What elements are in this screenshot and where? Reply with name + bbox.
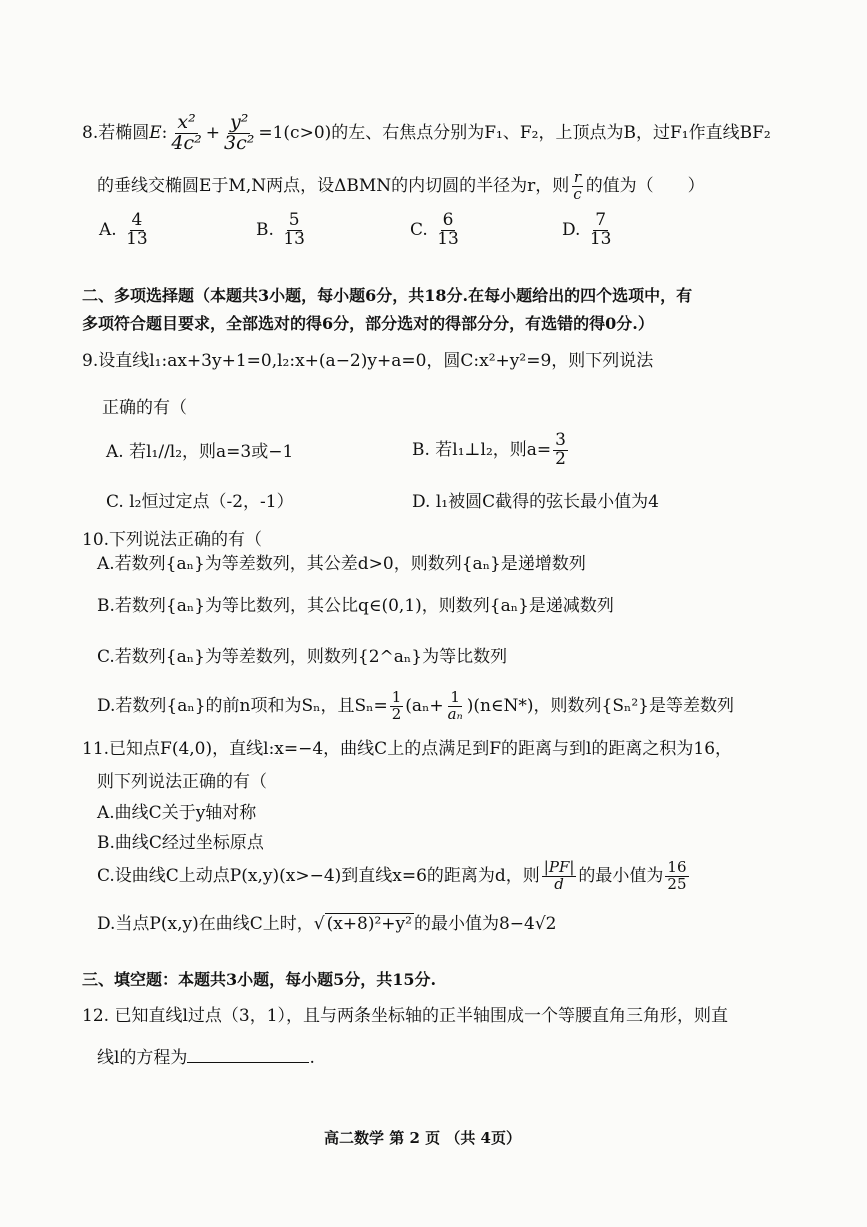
q10-option-d: D.若数列{aₙ}的前n项和为Sₙ，且Sₙ= $\frac{1}{2}$ (aₙ+ $\frac{1}{\text{aₙ}}$ )(n∈N*)，则数列{Sₙ²}是等差数列 (97, 688, 734, 723)
q12-stem: 12. 已知直线l过点（3，1），且与两条坐标轴的正半轴围成一个等腰直角三角形，则直 (82, 1006, 729, 1026)
sqrt-sign-icon: √ (313, 914, 325, 934)
q8-option-d-fraction: $\frac{7}{13}$ (589, 210, 612, 249)
q9-option-b: B. 若l₁⊥l₂，则a= $\frac{3}{2}$ (412, 430, 566, 469)
q9-option-d: D. l₁被圆C截得的弦长最小值为4 (412, 492, 659, 512)
q9-stem: 9.设直线l₁:ax+3y+1=0,l₂:x+(a−2)y+a=0，圆C:x²+y²=9，则下列说法 (82, 351, 654, 371)
q8-option-b-fraction: $\frac{5}{13}$ (283, 210, 305, 249)
q8-option-d: D. $\frac{7}{13}$ (562, 210, 612, 249)
q11-min-value-fraction: $\frac{16}{25}$ (667, 858, 687, 893)
q10-option-c: C.若数列{aₙ}为等差数列，则数列{2^aₙ}为等比数列 (97, 647, 508, 667)
q8-option-c: C. $\frac{6}{13}$ (410, 210, 459, 249)
section2-heading-line2: 多项符合题目要求，全部选对的得6分，部分选对的得部分分，有选错的得0分.） (82, 314, 654, 333)
q9-option-c: C. l₂恒过定点（-2，-1） (106, 492, 294, 512)
q9-option-a: A. 若l₁//l₂，则a=3或−1 (106, 442, 294, 462)
q11-option-c: C.设曲线C上动点P(x,y)(x>−4)到直线x=6的距离为d，则 $\frac{|PF|}{d}$ 的最小值为 $\frac{16}{25}$ (97, 858, 687, 893)
q9-option-b-fraction: $\frac{3}{2}$ (555, 430, 566, 469)
q8-option-c-fraction: $\frac{6}{13}$ (437, 210, 459, 249)
q10-half-fraction: $\frac{1}{2}$ (391, 688, 402, 723)
q10-stem: 10.下列说法正确的有（ (82, 530, 263, 550)
q12-stem-line2: 线l的方程为 . (97, 1044, 315, 1070)
q11-stem: 11.已知点F(4,0)，直线l:x=−4，曲线C上的点满足到F的距离与到l的距离之积为16， (82, 739, 733, 759)
q8-stem-line2: 的垂线交椭圆E于M,N两点，设ΔBMN的内切圆的半径为r，则 $\frac{r}{c}$ 的值为（ ） (97, 168, 705, 203)
q10-option-a: A.若数列{aₙ}为等差数列，其公差d>0，则数列{aₙ}是递增数列 (97, 554, 586, 574)
q9-stem-line2: 正确的有（ (102, 398, 187, 418)
q8-option-b: B. $\frac{5}{13}$ (256, 210, 305, 249)
q11-stem-line2: 则下列说法正确的有（ (97, 772, 267, 792)
q11-option-a: A.曲线C关于y轴对称 (97, 803, 257, 823)
answer-blank (187, 1044, 309, 1063)
q8-rc-fraction: $\frac{r}{c}$ (573, 168, 582, 203)
section3-heading: 三、填空题：本题共3小题，每小题5分，共15分. (82, 970, 437, 989)
page-footer: 高二数学 第 2 页 （共 4页） (324, 1129, 521, 1147)
q11-option-b: B.曲线C经过坐标原点 (97, 833, 264, 853)
q10-reciprocal-fraction: $\frac{1}{\text{aₙ}}$ (447, 688, 463, 723)
q8-y-fraction: $\frac{\text{y²}}{\text{3c²}}$ (224, 111, 255, 154)
q8-option-a-fraction: $\frac{4}{13}$ (126, 210, 148, 249)
q11-option-d: D.当点P(x,y)在曲线C上时，√ (x+8)²+y² 的最小值为8−4√2 (97, 914, 557, 934)
q11-pf-d-fraction: $\frac{|PF|}{d}$ (543, 858, 575, 893)
q10-option-b: B.若数列{aₙ}为等比数列，其公比q∈(0,1)，则数列{aₙ}是递减数列 (97, 596, 614, 616)
q8-stem: 8.若椭圆E: $\frac{\text{x²}}{\text{4c²}}$ + $\frac{\text{y²}}{\text{3c²}}$ =1(c>0)的左、右焦点分别为F₁、F₂，上顶点为B，过F₁作直线BF₂ (82, 111, 771, 154)
q8-x-fraction: $\frac{\text{x²}}{\text{4c²}}$ (171, 111, 202, 154)
section2-heading: 二、多项选择题（本题共3小题，每小题6分，共18分.在每小题给出的四个选项中，有 (82, 286, 693, 305)
q8-option-a: A. $\frac{4}{13}$ (99, 210, 148, 249)
